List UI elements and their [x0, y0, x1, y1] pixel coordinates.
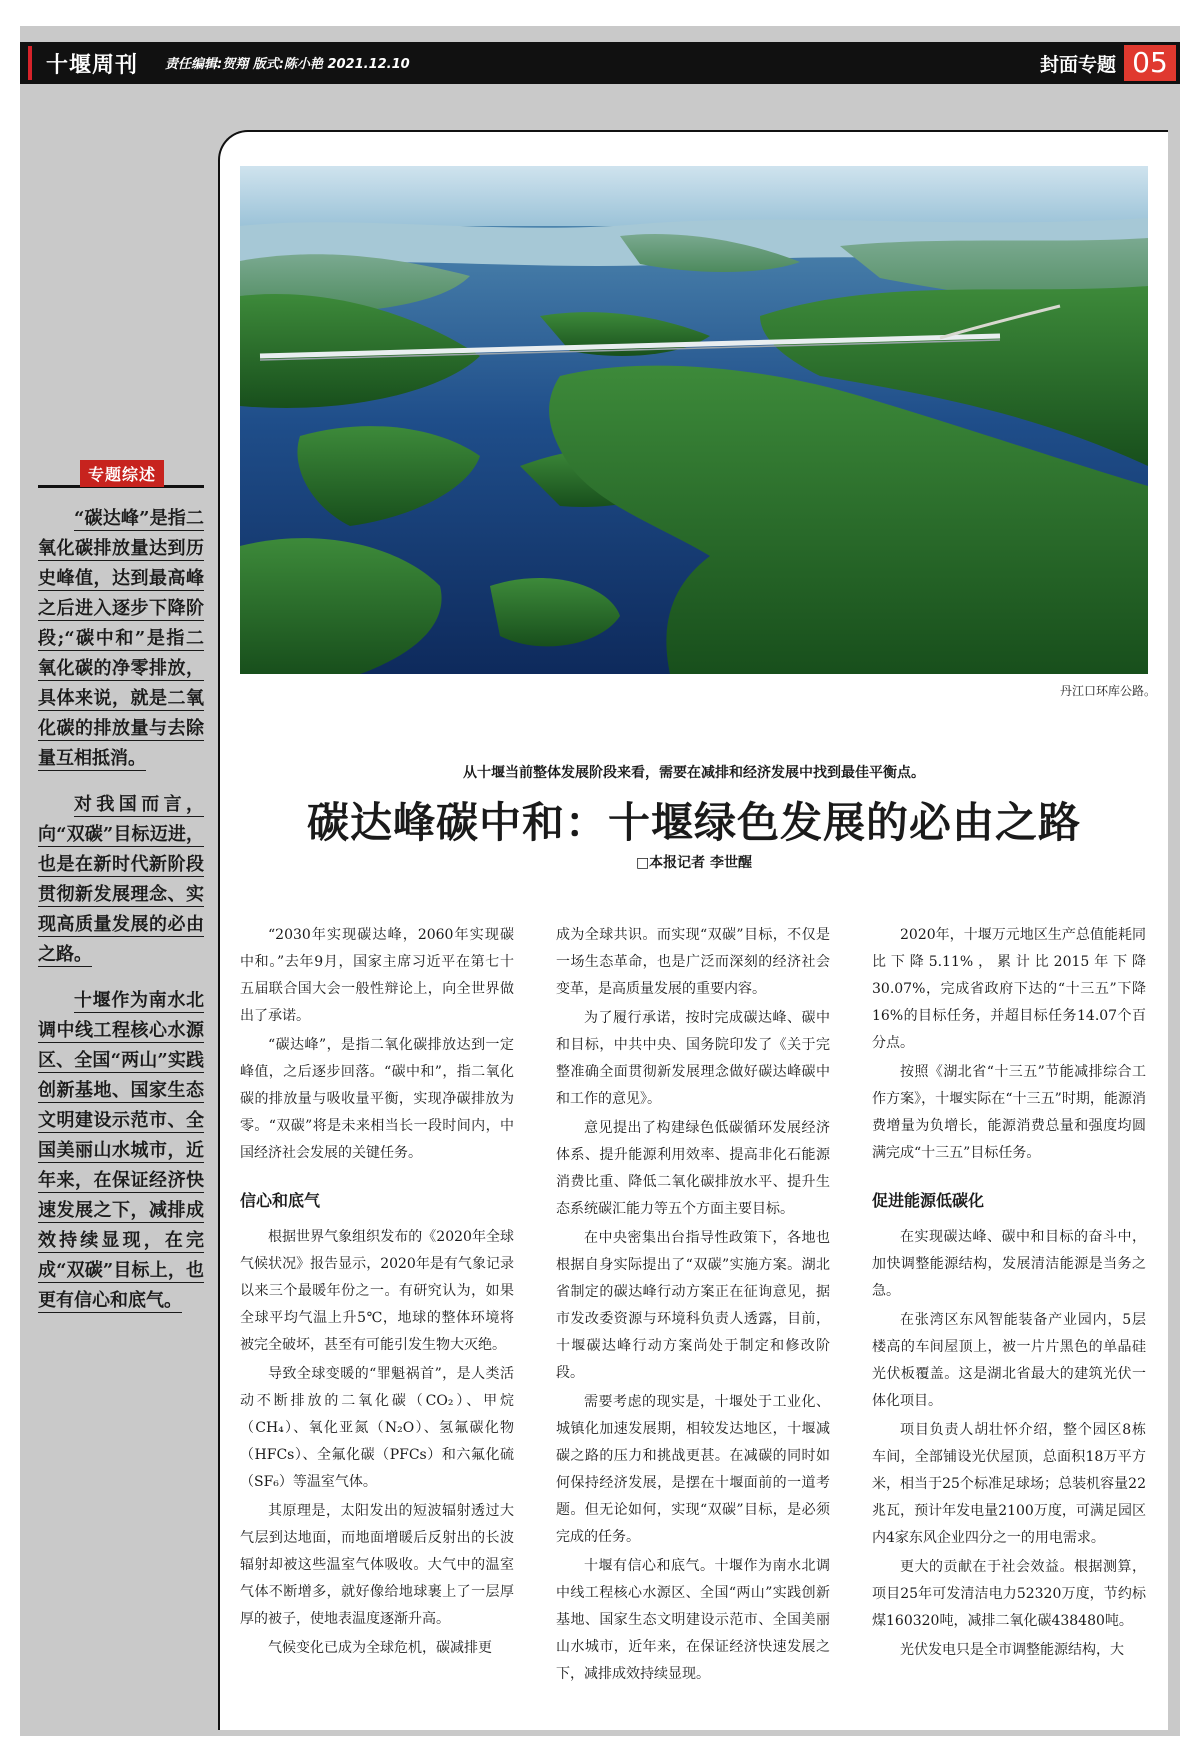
article-subtitle: 从十堰当前整体发展阶段来看，需要在减排和经济发展中找到最佳平衡点。	[463, 765, 925, 781]
paragraph: 在实现碳达峰、碳中和目标的奋斗中，加快调整能源结构，发展清洁能源是当务之急。	[872, 1229, 1146, 1299]
sidebar-tag: 专题综述	[80, 460, 164, 487]
paragraph: 成为全球共识。而实现“双碳”目标，不仅是一场生态革命，也是广泛而深刻的经济社会变革，是高质量发展的重要内容。	[556, 927, 830, 997]
section-heading: 信心和底气	[240, 1191, 321, 1210]
paragraph: 根据世界气象组织发布的《2020年全球气候状况》报告显示，2020年是有气象记录以来三个最暖年份之一。有研究认为，如果全球平均气温上升5℃，地球的整体环境将被完全破坏，甚至有可能引发生物大灭绝。	[240, 1229, 514, 1353]
article-byline: □本报记者 李世醒	[635, 855, 753, 871]
paragraph: 项目负责人胡壮怀介绍，整个园区8栋车间，全部铺设光伏屋顶，总面积18万平方米，相当于25个标准足球场；总装机容量22兆瓦，预计年发电量2100万度，可满足园区内4家东风企业四分之一的用电需求。	[872, 1422, 1146, 1546]
paragraph: “碳达峰”，是指二氧化碳排放达到一定峰值，之后逐步回落。“碳中和”，指二氧化碳的排放量与吸收量平衡，实现净碳排放为零。“双碳”将是未来相当长一段时间内，中国经济社会发展的关键任务。	[240, 1037, 514, 1161]
paragraph: 导致全球变暖的“罪魁祸首”，是人类活动不断排放的二氧化碳（CO₂）、甲烷（CH₄）、氧化亚氮（N₂O）、氢氟碳化物（HFCs）、全氟化碳（PFCs）和六氟化硫（SF₆）等温室气体。	[240, 1366, 514, 1490]
section-heading: 促进能源低碳化	[872, 1191, 985, 1210]
section-name: 封面专题	[1039, 54, 1116, 76]
paragraph: 光伏发电只是全市调整能源结构，大	[900, 1642, 1124, 1658]
page-header	[20, 42, 1180, 84]
paragraph: 需要考虑的现实是，十堰处于工业化、城镇化加速发展期，相较发达地区，十堰减碳之路的压力和挑战更甚。在减碳的同时如何保持经济发展，是摆在十堰面前的一道考题。但无论如何，实现“双碳”目标，是必须完成的任务。	[556, 1394, 830, 1545]
paragraph: 其原理是，太阳发出的短波辐射透过大气层到达地面，而地面增暖后反射出的长波辐射却被这些温室气体吸收。大气中的温室气体不断增多，就好像给地球裹上了一层厚厚的被子，使地表温度逐渐升高。	[240, 1503, 514, 1627]
paragraph: 2020年，十堰万元地区生产总值能耗同比下降5.11%，累计比2015年下降30.07%，完成省政府下达的“十三五”下降16%的目标任务，并超目标任务14.07个百分点。	[872, 927, 1146, 1051]
masthead-logo: 十堰周刊	[28, 46, 148, 80]
paragraph: 意见提出了构建绿色低碳循环发展经济体系、提升能源利用效率、提高非化石能源消费比重、降低二氧化碳排放水平、提升生态系统碳汇能力等五个方面主要目标。	[556, 1120, 830, 1217]
sidebar-paragraph: “碳达峰”是指二氧化碳排放量达到历史峰值，达到最高峰之后进入逐步下降阶段;“碳中和”是指二氧化碳的净零排放，具体来说，就是二氧化碳的排放量与去除量互相抵消。	[38, 508, 204, 769]
article-column-3	[872, 922, 1146, 1666]
photo-caption: 丹江口环库公路。	[1059, 684, 1156, 698]
sidebar-tag-line	[38, 460, 204, 488]
page-number-badge: 05	[1124, 45, 1176, 81]
editor-credits: 责任编辑:贺翔 版式:陈小艳 2021.12.10	[165, 57, 410, 72]
topic-summary-sidebar	[38, 460, 204, 1316]
paragraph: 按照《湖北省“十三五”节能减排综合工作方案》，十堰实际在“十三五”时期，能源消费增量为负增长，能源消费总量和强度均圆满完成“十三五”目标任务。	[872, 1064, 1146, 1161]
paragraph: 气候变化已成为全球危机，碳减排更	[268, 1640, 492, 1656]
aerial-reservoir-photo	[240, 166, 1148, 674]
paragraph: 更大的贡献在于社会效益。根据测算，项目25年可发清洁电力52320万度，节约标煤160320吨，减排二氧化碳438480吨。	[872, 1559, 1146, 1629]
paragraph: 十堰有信心和底气。十堰作为南水北调中线工程核心水源区、全国“两山”实践创新基地、国家生态文明建设示范市、全国美丽山水城市，近年来，在保证经济快速发展之下，减排成效持续显现。	[556, 1558, 830, 1682]
article-title: 碳达峰碳中和：十堰绿色发展的必由之路	[306, 798, 1081, 847]
article-column-1	[240, 922, 514, 1664]
paragraph: 在张湾区东风智能装备产业园内，5层楼高的车间屋顶上，被一片片黑色的单晶硅光伏板覆盖。这是湖北省最大的建筑光伏一体化项目。	[872, 1312, 1146, 1409]
paragraph: 为了履行承诺，按时完成碳达峰、碳中和目标，中共中央、国务院印发了《关于完整准确全面贯彻新发展理念做好碳达峰碳中和工作的意见》。	[556, 1010, 830, 1107]
article-column-2	[556, 922, 830, 1690]
paragraph: 在中央密集出台指导性政策下，各地也根据自身实际提出了“双碳”实施方案。湖北省制定的碳达峰行动方案正在征询意见，据市发改委资源与环境科负责人透露，目前，十堰碳达峰行动方案尚处于制定和修改阶段。	[556, 1230, 830, 1381]
photo-illustration	[240, 166, 1148, 674]
paragraph: “2030年实现碳达峰，2060年实现碳中和。”去年9月，国家主席习近平在第七十五届联合国大会一般性辩论上，向全世界做出了承诺。	[240, 927, 514, 1024]
sidebar-paragraph: 十堰作为南水北调中线工程核心水源区、全国“两山”实践创新基地、国家生态文明建设示范市、全国美丽山水城市，近年来，在保证经济快速发展之下，减排成效持续显现，在完成“双碳”目标上，也更有信心和底气。	[38, 990, 204, 1311]
sidebar-paragraph: 对我国而言，向“双碳”目标迈进，也是在新时代新阶段贯彻新发展理念、实现高质量发展的必由之路。	[38, 794, 204, 965]
